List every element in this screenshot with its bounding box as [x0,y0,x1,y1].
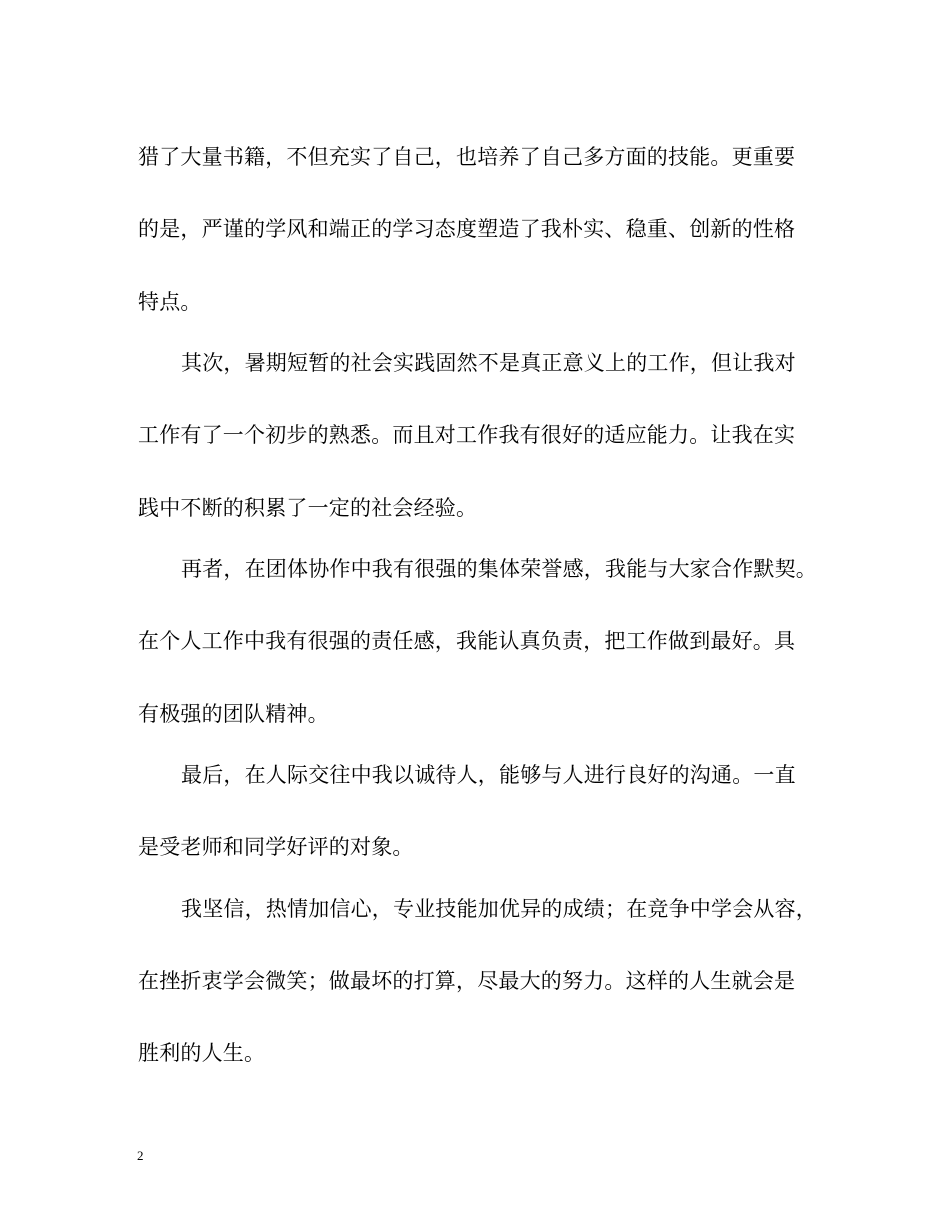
text-line-11: 是受老师和同学好评的对象。 [138,835,414,859]
text-line-10: 最后，在人际交往中我以诚待人，能够与人进行良好的沟通。一直 [181,763,796,787]
text-line-1: 猎了大量书籍，不但充实了自己，也培养了自己多方面的技能。更重要 [138,145,796,169]
text-line-5: 工作有了一个初步的熟悉。而且对工作我有很好的适应能力。让我在实 [138,423,796,447]
text-line-8: 在个人工作中我有很强的责任感，我能认真负责，把工作做到最好。具 [138,629,796,653]
text-line-14: 胜利的人生。 [138,1041,266,1065]
text-line-13: 在挫折衷学会微笑；做最坏的打算，尽最大的努力。这样的人生就会是 [138,969,796,993]
text-line-2: 的是，严谨的学风和端正的学习态度塑造了我朴实、稳重、创新的性格 [138,217,796,241]
text-line-4: 其次，暑期短暂的社会实践固然不是真正意义上的工作，但让我对 [181,351,796,375]
text-line-6: 践中不断的积累了一定的社会经验。 [138,496,478,520]
text-line-7: 再者，在团体协作中我有很强的集体荣誉感，我能与大家合作默契。 [181,557,817,581]
text-line-9: 有极强的团队精神。 [138,702,329,726]
page-number: 2 [137,1148,144,1163]
text-line-12: 我坚信，热情加信心，专业技能加优异的成绩；在竞争中学会从容， [181,897,817,921]
text-line-3: 特点。 [138,290,202,314]
